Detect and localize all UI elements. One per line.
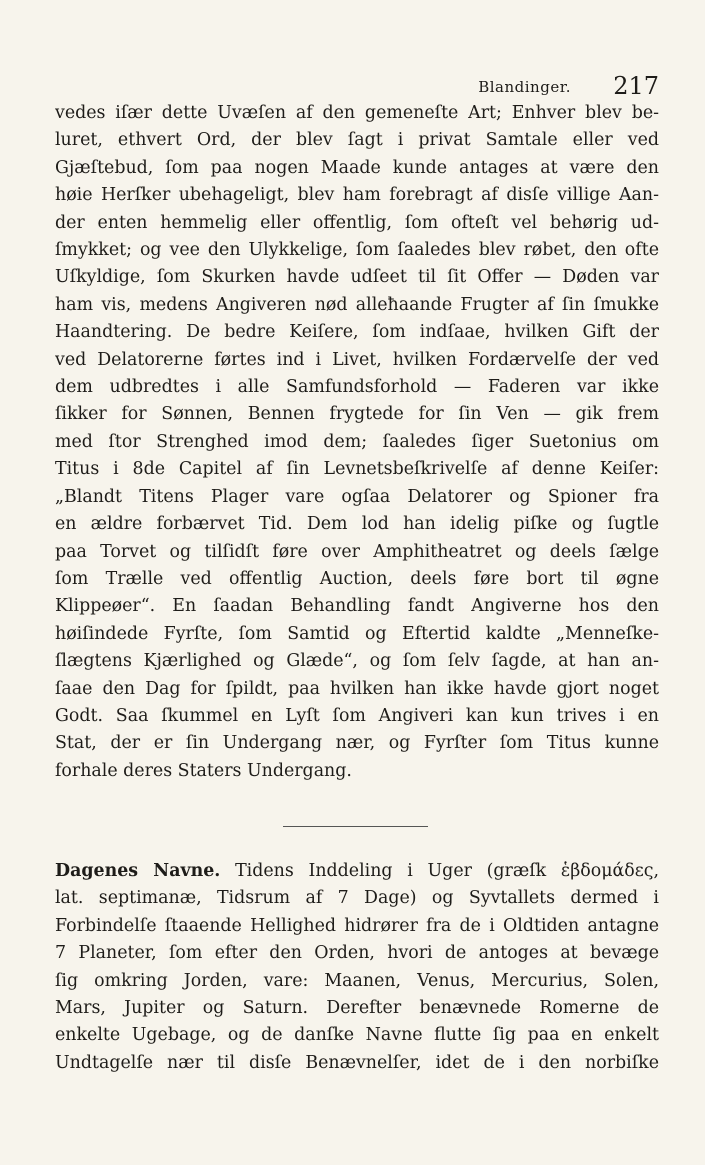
text-line: vedes iſær dette Uvæſen af den gemeneſte Art; Enhver blev be- [55,103,659,123]
text-line: ſikker for Sønnen, Bennen frygtede for ſin Ven — gik frem [55,404,659,425]
text-line: dem udbredtes i alle Samfundsforhold — Faderen var ikke [55,377,659,398]
text-line: enkelte Ugebage, og de danſke Navne flutte ſig paa en enkelt [55,1025,659,1046]
paragraph-angivere [55,100,659,785]
text-line: ſom Trælle ved offentlig Auction, deels føre bort til øgne [55,568,659,589]
text-line: ham vis, medens Angiveren nød alleħaande Frugter af ſin ſmukke [55,294,659,315]
text-line: Uſkyldige, ſom Skurken havde udſeet til ſit Offer — Døden var [55,267,659,288]
text-line: ſaae den Dag for ſpildt, paa hvilken han ikke havde gjort noget [55,678,659,699]
text-line: Mars, Jupiter og Saturn. Derefter benævnede Romerne de [55,998,659,1019]
text-line: 7 Planeter, ſom efter den Orden, hvori de antoges at bevæge [55,943,659,964]
text-line: paa Torvet og tilſidſt føre over Amphitheatret og deels ſælge [55,541,659,562]
page-number: 217 [613,72,659,100]
text-line: „Blandt Titens Plager vare ogſaa Delatorer og Spioner fra [55,486,659,507]
text-line: Klippeøer“. En ſaadan Behandling fandt Angiverne hos den [55,596,659,617]
text-line: en ældre forbærvet Tid. Dem lod han idelig piſke og ſugtle [55,514,659,535]
text-line: forhale deres Staters Undergang. [55,760,352,781]
text-line: ved Delatorerne førtes ind i Livet, hvilken Fordærvelſe der ved [55,349,659,370]
text-line [55,858,659,885]
text-line: Gjæſtebud, ſom paa nogen Maade kunde antages at være den [55,157,659,178]
text-line: ſmykket; og vee den Ulykkelige, ſom ſaaledes blev røbet, den ofte [55,240,659,261]
text-line: Titus i 8de Capitel af ſin Levnetsbeſkrivelſe af denne Keiſer: [55,459,659,480]
section-dagenes-navne [55,858,659,1077]
text-line: Forbindelſe ſtaaende Hellighed hidrører fra de i Oldtiden antagne [55,915,659,936]
text-line: høie Herſker ubehageligt, blev ham forebragt af disſe villige Aan- [55,185,659,206]
text-line: der enten hemmelig eller offentlig, ſom ofteſt vel behørig ud- [55,212,659,233]
text-line: luret, ethvert Ord, der blev ſagt i privat Samtale eller ved [55,130,659,151]
running-head: Blandinger. [478,78,571,96]
text-line: Stat, der er ſin Undergang nær, og Fyrſter ſom Titus kunne [55,733,659,754]
text-line: høiſindede Fyrſte, ſom Samtid og Eftertid kaldte „Menneſke- [55,623,659,644]
section-divider [283,826,428,827]
section-headword: Dagenes Navne. [55,861,221,881]
text-line-rest: Tidens Inddeling i Uger (græſk ἑβδομάδες, [235,861,659,881]
text-line: med ſtor Strenghed imod dem; ſaaledes ſiger Suetonius om [55,431,659,452]
text-line: ſig omkring Jorden, vare: Maanen, Venus, Mercurius, Solen, [55,970,659,991]
text-line: Godt. Saa ſkummel en Lyſt ſom Angiveri kan kun trives i en [55,705,659,726]
text-line: lat. septimanæ, Tidsrum af 7 Dage) og Syvtallets dermed i [55,888,659,909]
text-line: Undtagelſe nær til disſe Benævnelſer, idet de i den norbiſke [55,1052,659,1073]
text-line: Haandtering. De bedre Keiſere, ſom indſaae, hvilken Gift der [55,322,659,343]
text-line: ſlægtens Kjærlighed og Glæde“, og ſom ſelv ſagde, at han an- [55,651,659,672]
